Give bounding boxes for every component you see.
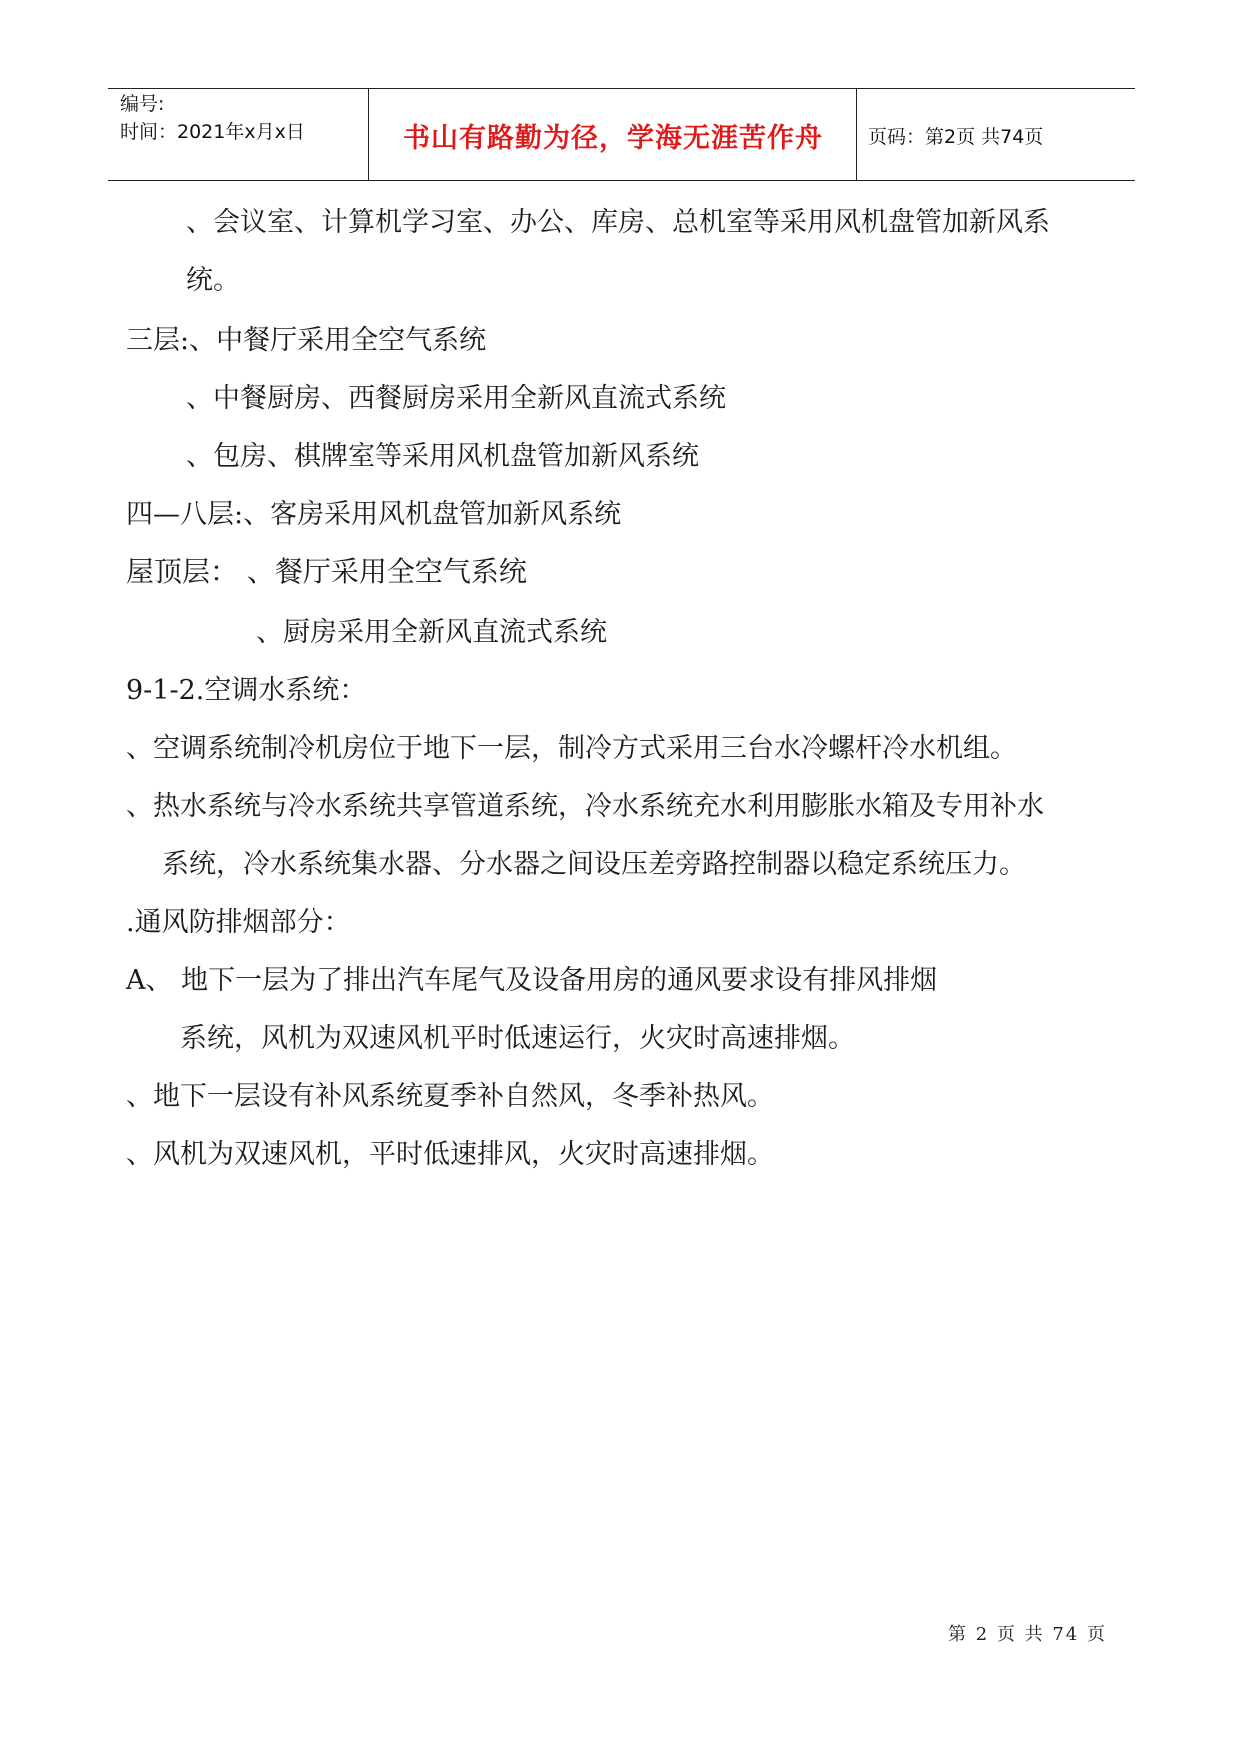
body-line: 统。	[186, 265, 240, 296]
body-line: 三层:、中餐厅采用全空气系统	[126, 325, 487, 356]
body-line: 、会议室、计算机学习室、办公、库房、总机室等采用风机盘管加新风系	[186, 207, 1050, 238]
body-line: 屋顶层： 、餐厅采用全空气系统	[126, 555, 527, 588]
header-bottom-rule	[108, 180, 1135, 181]
section-heading: 9-1-2.空调水系统：	[126, 675, 367, 706]
section-heading: .通风防排烟部分：	[126, 907, 351, 938]
body-line: 、地下一层设有补风系统夏季补自然风，冬季补热风。	[126, 1081, 774, 1112]
body-line: 、空调系统制冷机房位于地下一层，制冷方式采用三台水冷螺杆冷水机组。	[126, 733, 1017, 764]
header-meta	[120, 90, 305, 146]
body-line: A、 地下一层为了排出汽车尾气及设备用房的通风要求设有排风排烟	[126, 965, 938, 996]
document-number-label: 编号:	[120, 93, 165, 115]
header-divider-right	[856, 88, 857, 181]
body-line: 、厨房采用全新风直流式系统	[256, 617, 607, 648]
page-footer: 第 2 页 共 74 页	[948, 1624, 1107, 1645]
header-page-info: 页码：第2页 共74页	[868, 126, 1044, 148]
page-header	[108, 88, 1135, 182]
body-line: 、热水系统与冷水系统共享管道系统，冷水系统充水利用膨胀水箱及专用补水	[126, 791, 1044, 822]
body-line: 、风机为双速风机，平时低速排风，火灾时高速排烟。	[126, 1139, 774, 1170]
header-top-rule	[108, 88, 1135, 89]
body-line: 系统，风机为双速风机平时低速运行，火灾时高速排烟。	[180, 1023, 855, 1054]
body-line: 、中餐厨房、西餐厨房采用全新风直流式系统	[186, 383, 726, 414]
body-line: 、包房、棋牌室等采用风机盘管加新风系统	[186, 441, 699, 472]
header-motto: 书山有路勤为径，学海无涯苦作舟	[403, 123, 823, 154]
body-line: 四—八层:、客房采用风机盘管加新风系统	[126, 499, 622, 530]
document-time-label: 时间：2021年x月x日	[120, 121, 305, 143]
header-divider-left	[368, 88, 369, 181]
body-line: 系统，冷水系统集水器、分水器之间设压差旁路控制器以稳定系统压力。	[162, 849, 1026, 880]
